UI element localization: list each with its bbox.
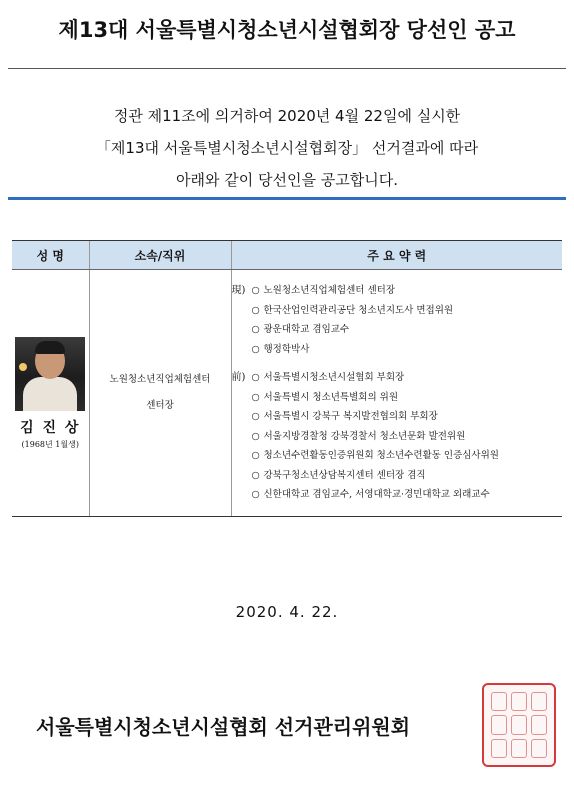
bullet-icon: ○	[251, 489, 260, 501]
candidate-birth: (1968년 1월생)	[21, 439, 79, 449]
bullet-icon: ○	[251, 411, 260, 423]
list-item: ○ 한국산업인력관리공단 청소년지도사 면접위원	[232, 301, 563, 321]
header-affiliation: 소속/직위	[89, 241, 231, 270]
list-item: ○ 광운대학교 겸임교수	[232, 320, 563, 340]
list-item: ○ 서울지방경찰청 강북경찰서 청소년문화 발전위원	[232, 427, 563, 447]
bullet-icon: ○	[251, 469, 260, 481]
list-item: ○ 서울특별시 강북구 복지발전협의회 부회장	[232, 407, 563, 427]
former-prefix: 前)	[231, 372, 246, 384]
list-item: ○ 청소년수련활동인증위원회 청소년수련활동 인증심사위원	[232, 446, 563, 466]
bullet-icon: ○	[251, 324, 260, 336]
career-cell	[231, 270, 562, 517]
issuer-name: 서울특별시청소년시설협회 선거관리위원회	[36, 715, 411, 739]
affiliation-cell	[89, 270, 231, 517]
page-title: 제13대 서울특별시청소년시설협회장 당선인 공고	[58, 18, 516, 42]
header-name: 성 명	[12, 241, 89, 270]
header-career: 주 요 약 력	[231, 241, 562, 270]
bullet-icon: ○	[251, 391, 260, 403]
title-divider	[8, 68, 566, 69]
intro-line: 「제13대 서울특별시청소년시설협회장」 선거결과에 따라	[95, 139, 479, 157]
intro-paragraph	[20, 100, 554, 196]
list-item: 前) ○ 서울특별시청소년시설협회 부회장	[232, 368, 563, 388]
candidate-name: 김 진 상	[20, 419, 81, 436]
list-item: ○ 강북구청소년상담복지센터 센터장 겸직	[232, 466, 563, 486]
candidate-photo	[15, 337, 85, 411]
list-item: 現) ○ 노원청소년직업체험센터 센터장	[232, 281, 563, 301]
intro-line: 정관 제11조에 의거하여 2020년 4월 22일에 실시한	[113, 107, 461, 125]
announcement-date: 2020. 4. 22.	[235, 603, 339, 621]
bullet-icon: ○	[251, 430, 260, 442]
list-item: ○ 서울특별시 청소년특별회의 위원	[232, 388, 563, 408]
bullet-icon: ○	[251, 450, 260, 462]
intro-line: 아래와 같이 당선인을 공고합니다.	[176, 171, 398, 189]
name-cell	[12, 270, 89, 517]
table-header-row	[12, 241, 562, 270]
bullet-icon: ○	[251, 372, 260, 384]
current-prefix: 現)	[231, 285, 246, 297]
bullet-icon: ○	[251, 285, 260, 297]
official-seal-icon	[482, 683, 556, 767]
candidate-table	[12, 240, 562, 517]
blue-divider	[8, 197, 566, 200]
list-item: ○ 행정학박사	[232, 340, 563, 360]
list-item: ○ 신한대학교 겸임교수, 서영대학교·경민대학교 외래교수	[232, 485, 563, 505]
bullet-icon: ○	[251, 343, 260, 355]
affiliation-position: 센터장	[146, 400, 174, 411]
table-row	[12, 270, 562, 517]
affiliation-org: 노원청소년직업체험센터	[109, 374, 211, 385]
bullet-icon: ○	[251, 304, 260, 316]
